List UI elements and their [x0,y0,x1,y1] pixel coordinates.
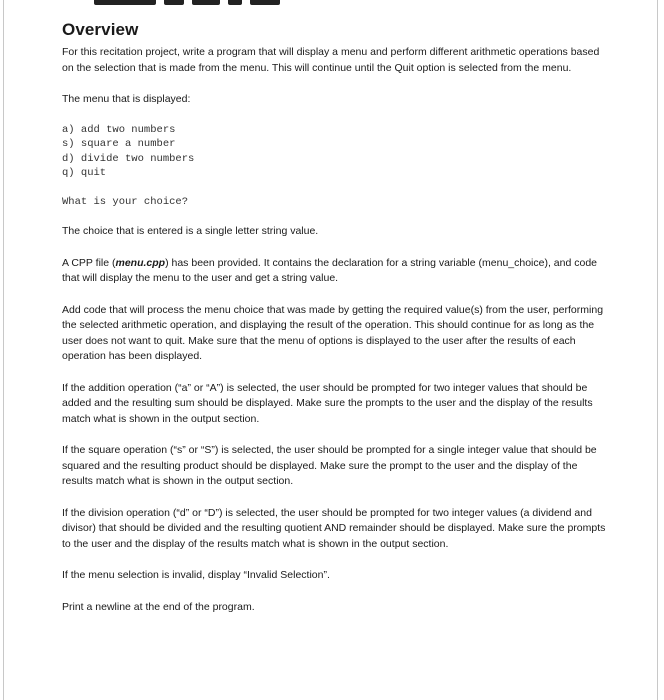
menu-listing [62,123,607,181]
cpp-file-text-before: A CPP file ( [62,256,116,269]
menu-option-quit: q) quit [62,167,107,179]
cpp-file-paragraph [62,256,607,287]
newline-paragraph: Print a newline at the end of the program. [62,600,255,613]
choice-prompt: What is your choice? [62,195,189,208]
cropped-heading-fragment [94,0,284,5]
invalid-selection-paragraph: If the menu selection is invalid, display “Invalid Selection”. [62,569,330,581]
document-page [3,0,658,700]
square-paragraph: If the square operation (“s” or “S”) is selected, the user should be prompted for a single integer value that should be squared and the resulting product should be displayed. Make sure the prompt to the user and the display of the results match what is shown in the output section. [62,444,597,487]
document-body [62,20,607,615]
menu-option-add: a) add two numbers [62,123,176,136]
menu-option-divide: d) divide two numbers [62,152,195,165]
add-code-paragraph: Add code that will process the menu choice that was made by getting the required value(s) from the user, performing the selected arithmetic operation, and displaying the result of the operation. This should continue for as long as the user does not want to quit. Make sure that the menu of options is displayed to the user after the results of each operation has been displayed. [62,303,604,362]
cpp-file-text-after: ) has been provided. It contains the declaration for a string variable (menu_choice), and code that will display the menu to the user and get a string value. [62,256,598,284]
cpp-filename: menu.cpp [115,256,166,269]
addition-paragraph: If the addition operation (“a” or “A”) is selected, the user should be prompted for two integer values that should be added and the resulting sum should be displayed. Make sure the prompts to the user and the display of the results match what is shown in the output section. [62,381,593,425]
intro-paragraph: For this recitation project, write a program that will display a menu and perform different arithmetic operations based on the selection that is made from the menu. This will continue until the Quit option is selected from the menu. [62,46,600,74]
choice-note: The choice that is entered is a single letter string value. [62,225,319,237]
section-title: Overview [62,20,139,39]
menu-option-square: s) square a number [62,138,176,150]
division-paragraph: If the division operation (“d” or “D”) is selected, the user should be prompted for two integer values (a dividend and divisor) that should be divided and the resulting quotient AND remainder should be displayed. Make sure the prompts to the user and the display of the results match what is shown in the output section. [62,506,606,550]
menu-heading: The menu that is displayed: [62,93,191,105]
